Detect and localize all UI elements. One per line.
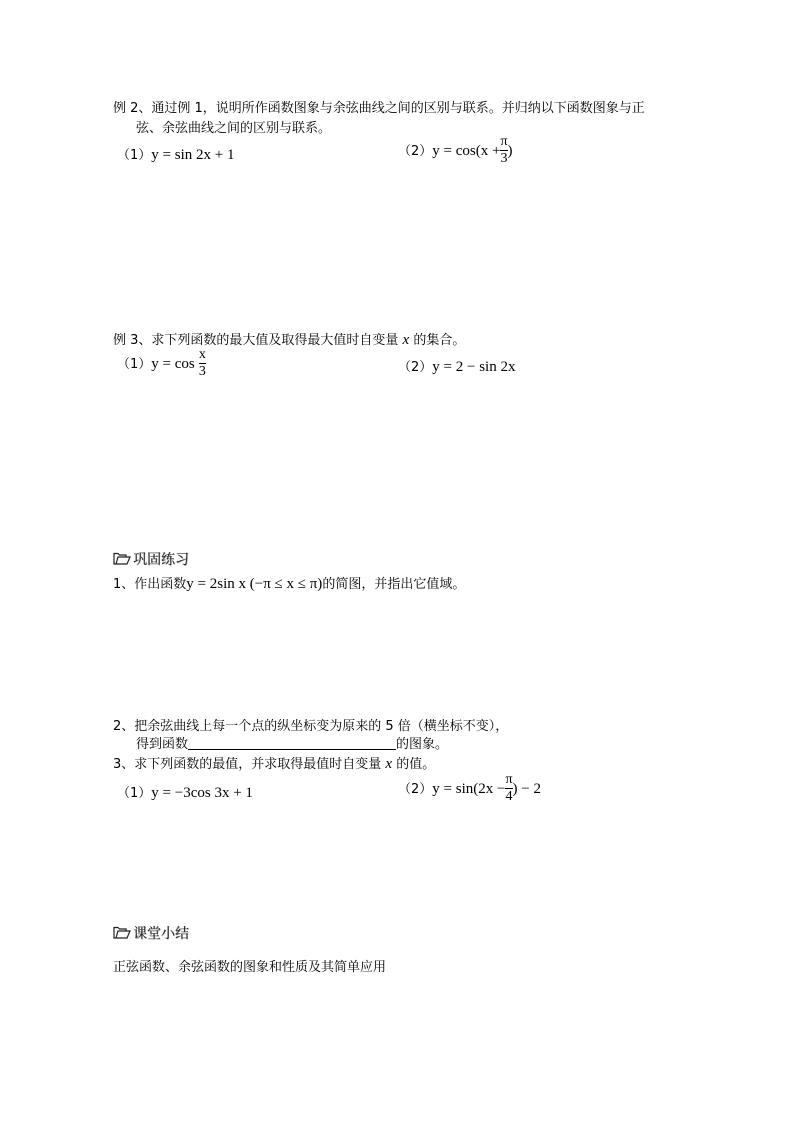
practice-question-3: [113, 753, 435, 773]
text: 得到函数: [136, 737, 189, 752]
text: 的值。: [396, 757, 436, 772]
part-label: （1）: [117, 786, 152, 801]
formula: y = 2 − sin 2x: [432, 359, 516, 375]
text: 1、作出函数: [113, 577, 187, 592]
formula-start: y = cos(x +: [432, 143, 501, 159]
practice-question-3-part-1: [117, 782, 253, 802]
formula: y = 2sin x (−π ≤ x ≤ π): [186, 576, 323, 592]
formula-end: ) − 2: [512, 781, 541, 797]
text: 3、求下列函数的最值，并求取得最值时自变量: [113, 757, 382, 772]
text: 的集合。: [413, 333, 466, 348]
part-label: （2）: [398, 144, 433, 159]
fraction: [500, 135, 507, 166]
variable: x: [385, 756, 393, 772]
formula-start: y = sin(2x −: [432, 781, 506, 797]
fraction-denominator: 4: [505, 789, 513, 804]
practice-question-1: [113, 573, 465, 593]
fraction-numerator: x: [198, 347, 206, 362]
answer-blank[interactable]: [188, 736, 396, 750]
fraction: [199, 348, 206, 379]
practice-heading: [113, 549, 189, 569]
formula-end: ): [507, 143, 513, 159]
example-3-line-1: [113, 329, 465, 349]
folder-icon: [113, 552, 131, 566]
formula: y = sin 2x + 1: [151, 147, 235, 163]
example-2-line-2: 弦、余弦曲线之间的区别与联系。: [136, 121, 332, 136]
fraction-denominator: 3: [198, 364, 206, 379]
summary-heading-text: 课堂小结: [133, 926, 189, 942]
example-3-part-1: [117, 349, 206, 380]
example-2-part-1: [117, 144, 234, 164]
variable: x: [402, 332, 410, 348]
fraction-numerator: π: [505, 772, 513, 787]
formula-start: y = cos: [151, 356, 195, 372]
example-2-part-2: [398, 136, 513, 167]
formula: y = −3cos 3x + 1: [151, 785, 253, 801]
practice-heading-text: 巩固练习: [133, 552, 189, 568]
text: 例 3、求下列函数的最大值及取得最大值时自变量: [113, 333, 399, 348]
practice-question-2-line-1: 2、把余弦曲线上每一个点的纵坐标变为原来的 5 倍（横坐标不变），: [113, 719, 509, 734]
part-label: （2）: [398, 782, 433, 797]
fraction: [505, 773, 512, 804]
fraction-numerator: π: [500, 134, 508, 149]
part-label: （1）: [117, 357, 152, 372]
part-label: （2）: [398, 360, 433, 375]
fraction-denominator: 3: [500, 151, 508, 166]
part-label: （1）: [117, 148, 152, 163]
example-3-part-2: [398, 356, 515, 376]
text: 的图象。: [396, 737, 449, 752]
text: 的简图，并指出它值域。: [322, 577, 466, 592]
folder-icon: [113, 926, 131, 940]
summary-heading: [113, 923, 189, 943]
example-2-line-1: 例 2、通过例 1，说明所作函数图象与余弦曲线之间的区别与联系。并归纳以下函数图象与正: [113, 101, 645, 116]
practice-question-3-part-2: [398, 774, 541, 805]
practice-question-2-line-2: [136, 733, 448, 752]
summary-text: 正弦函数、余弦函数的图象和性质及其简单应用: [113, 960, 387, 975]
